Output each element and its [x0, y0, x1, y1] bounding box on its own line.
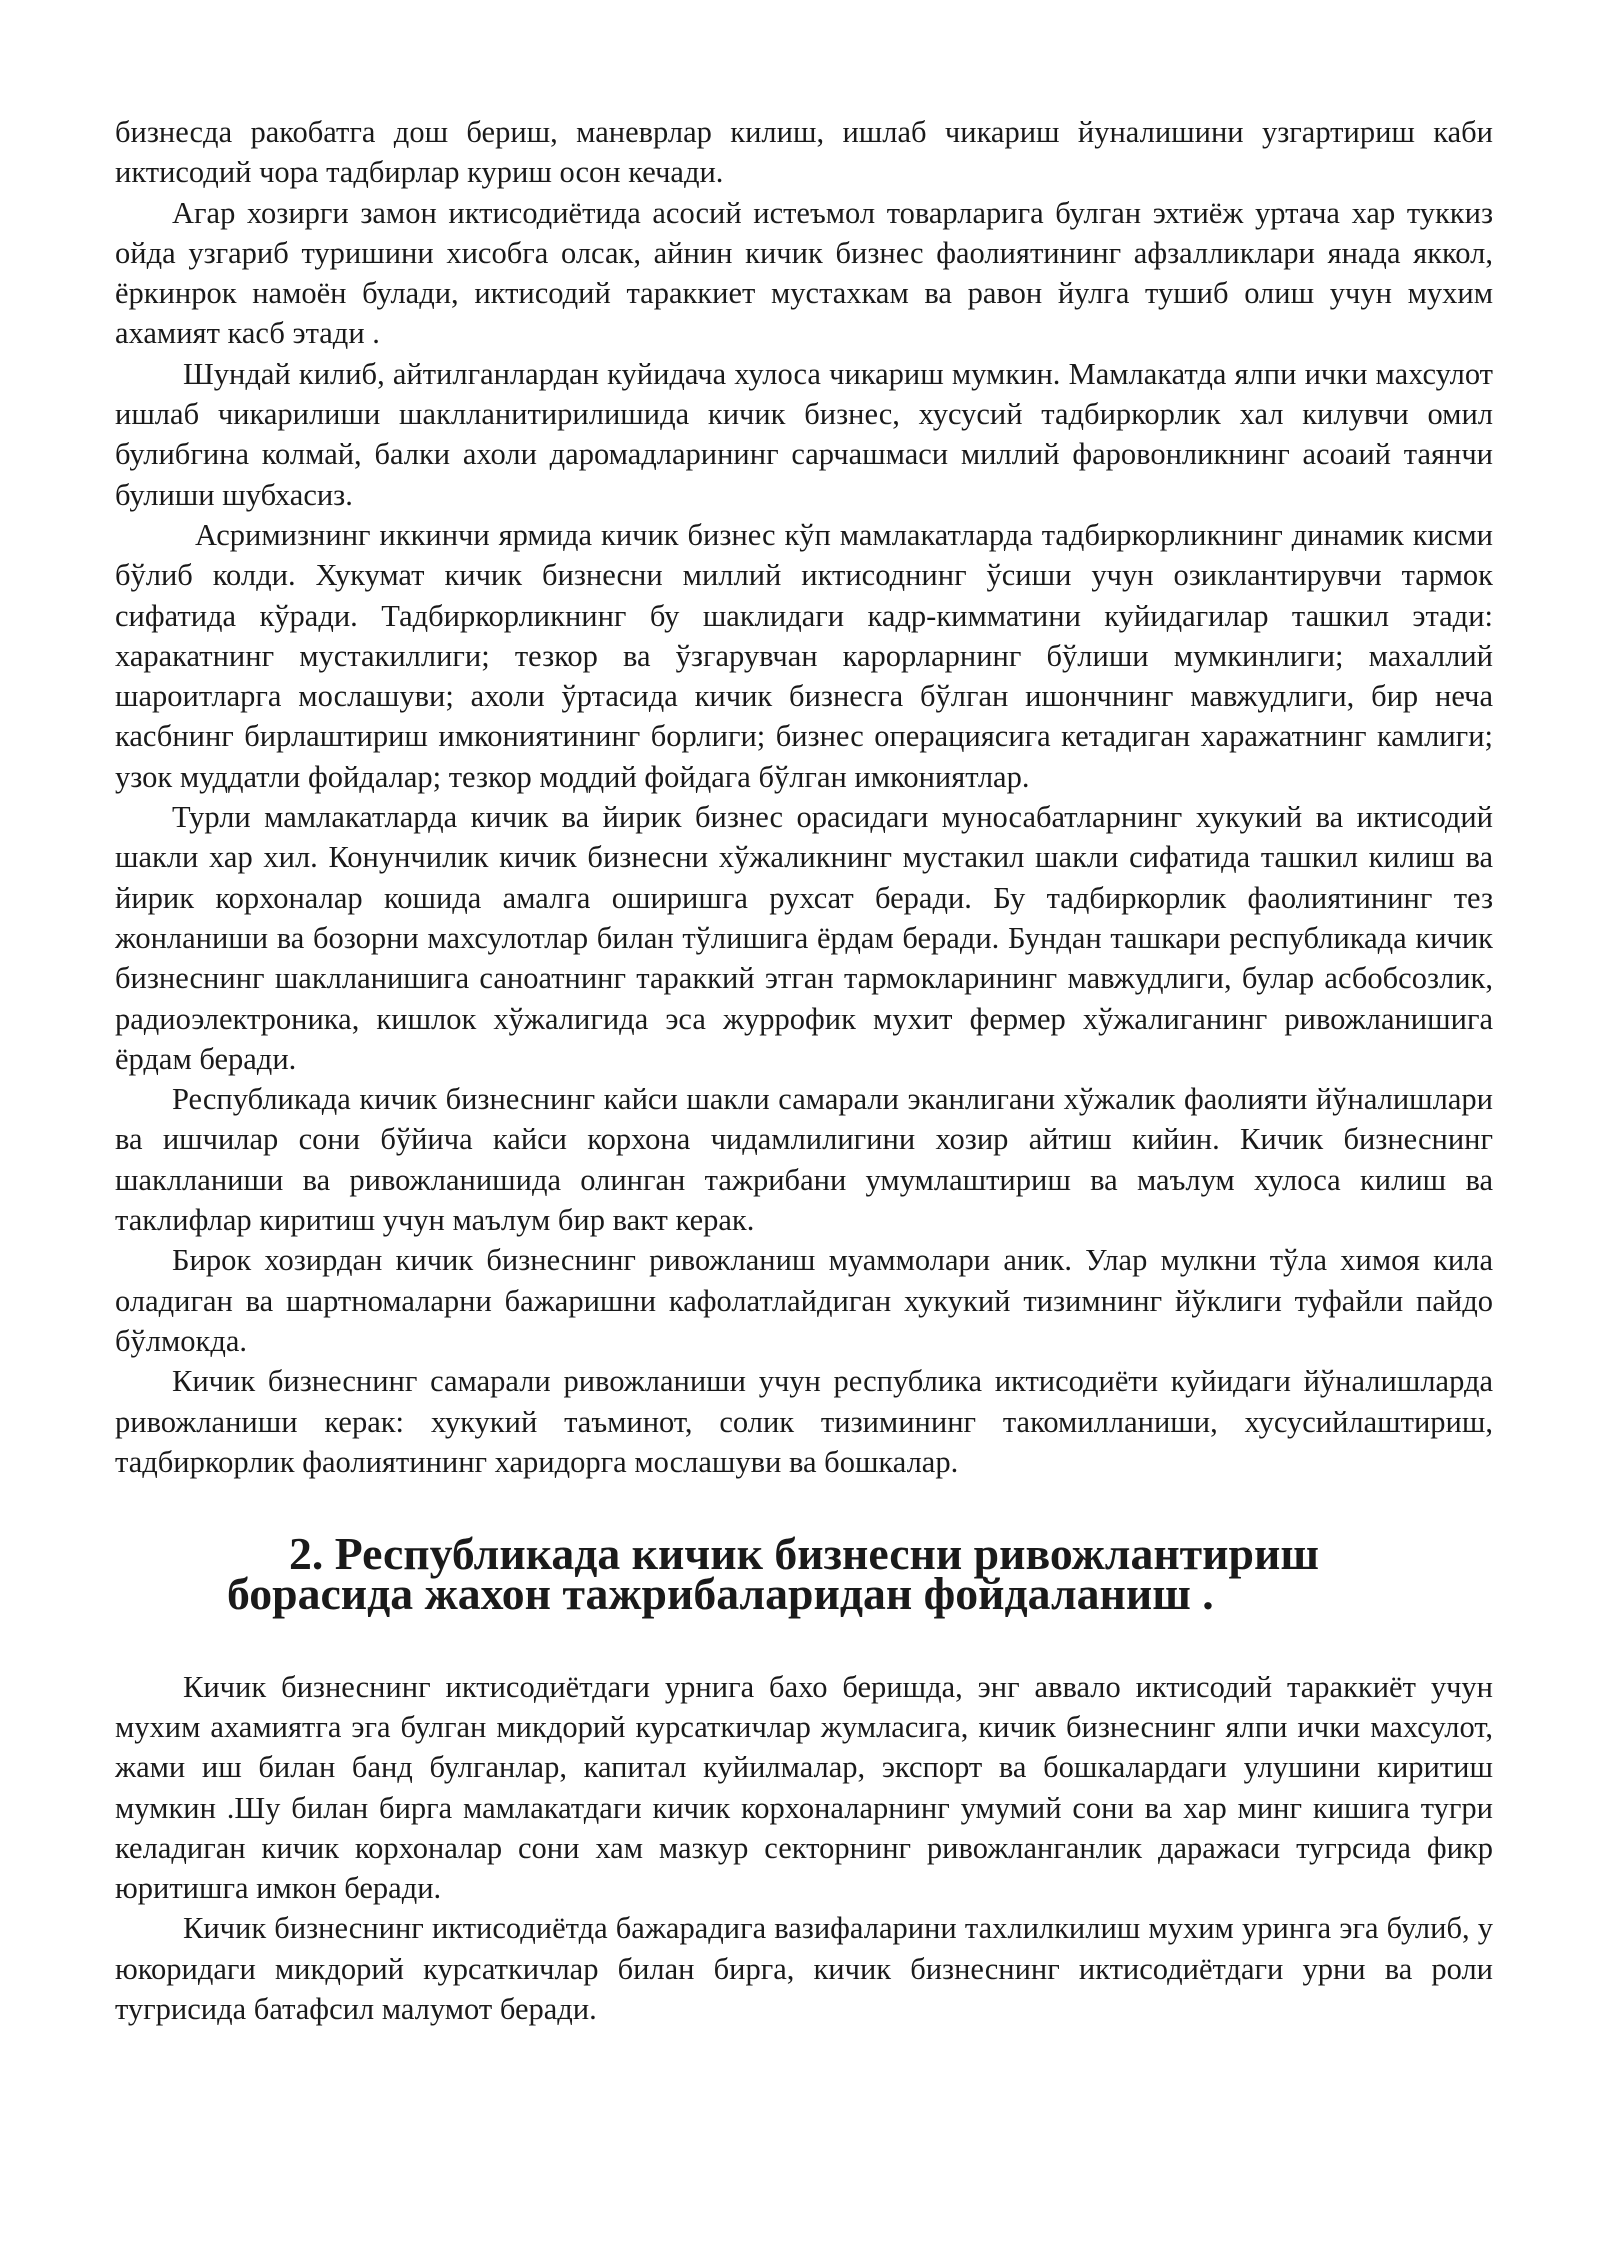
- paragraph-9: Кичик бизнеснинг иктисодиётдаги урнига бахо беришда, энг аввало иктисодий тараккиёт учун мухим ахамиятга эга булган микдорий курсаткичлар жумласига, кичик бизнеснинг ялпи ички махсулот, жами иш билан банд булганлар, капитал куйилмалар, экспорт ва бошкалардаги улушини киритиш мумкин .Шу билан бирга мамлакатдаги кичик корхоналарнинг умумий сони ва хар минг кишига тугри келадиган кичик корхоналар сони хам мазкур секторнинг ривожланганлик даражаси тугрсида фикр юритишга имкон беради.: [115, 1669, 1493, 1906]
- section-heading: 2. Республикада кичик бизнесни ривожлантириш борасида жахон тажрибаларидан фойдаланиш .: [227, 1528, 1319, 1620]
- paragraph-3: Шундай килиб, айтилганлардан куйидача хулоса чикариш мумкин. Мамлакатда ялпи ички махсулот ишлаб чикарилиши шаклланитирилишида кичик бизнес, хусусий тадбиркорлик хал килувчи омил булибгина колмай, балки ахоли даромадларининг сарчашмаси миллий фаровонликнинг асоаий таянчи булиши шубхасиз.: [115, 356, 1493, 512]
- paragraph-2: Агар хозирги замон иктисодиётида асосий истеъмол товарларига булган эхтиёж уртача хар туккиз ойда узгариб туришини хисобга олсак, айнин кичик бизнес фаолиятининг афзалликлари янада яккол, ёркинрок намоён булади, иктисодий тараккиет мустахкам ва равон йулга тушиб олиш учун мухим ахамият касб этади .: [115, 195, 1493, 351]
- paragraph-7: Бирок хозирдан кичик бизнеснинг ривожланиш муаммолари аник. Улар мулкни тўла химоя кила оладиган ва шартномаларни бажаришни кафолатлайдиган хукукий тизимнинг йўклиги туфайли пайдо бўлмокда.: [115, 1243, 1493, 1358]
- paragraph-1: бизнесда ракобатга дош бериш, маневрлар килиш, ишлаб чикариш йуналишини узгартириш каби иктисодий чора тадбирлар куриш осон кечади.: [115, 115, 1493, 190]
- document-page: [115, 112, 1493, 2029]
- paragraph-4: Асримизнинг иккинчи ярмида кичик бизнес кўп мамлакатларда тадбиркорликнинг динамик кисми бўлиб колди. Хукумат кичик бизнесни миллий иктисоднинг ўсиши учун озиклантирувчи тармок сифатида кўради. Тадбиркорликнинг бу шаклидаги кадр-кимматини куйидагилар ташкил этади: харакатнинг мустакиллиги; тезкор ва ўзгарувчан карорларнинг бўлиши мумкинлиги; махаллий шароитларга мослашуви; ахоли ўртасида кичик бизнесга бўлган ишончнинг мавжудлиги, бир неча касбнинг бирлаштириш имкониятининг борлиги; бизнес операциясига кетадиган харажатнинг камлиги; узок муддатли фойдалар; тезкор моддий фойдага бўлган имкониятлар.: [115, 517, 1493, 794]
- paragraph-6: Республикада кичик бизнеснинг кайси шакли самарали эканлигани хўжалик фаолияти йўналишлари ва ишчилар сони бўйича кайси корхона чидамлилигини хозир айтиш кийин. Кичик бизнеснинг шаклланиши ва ривожланишида олинган тажрибани умумлаштириш ва маълум хулоса килиш ва таклифлар киритиш учун маълум бир вакт керак.: [115, 1082, 1493, 1238]
- paragraph-5: Турли мамлакатларда кичик ва йирик бизнес орасидаги муносабатларнинг хукукий ва иктисодий шакли хар хил. Конунчилик кичик бизнесни хўжаликнинг мустакил шакли сифатида ташкил килиш ва йирик корхоналар кошида амалга оширишга рухсат беради. Бу тадбиркорлик фаолиятининг тез жонланиши ва бозорни махсулотлар билан тўлишига ёрдам беради. Бундан ташкари республикада кичик бизнеснинг шаклланишига саноатнинг тараккий этган тармокларининг мавжудлиги, булар асбобсозлик, радиоэлектроника, кишлок хўжалигида эса журрофик мухит фермер хўжалиганинг ривожланишига ёрдам беради.: [115, 800, 1493, 1076]
- paragraph-10: Кичик бизнеснинг иктисодиётда бажарадига вазифаларини тахлилкилиш мухим уринга эга булиб, у юкоридаги микдорий курсаткичлар билан бирга, кичик бизнеснинг иктисодиётдаги урни ва роли тугрисида батафсил малумот беради.: [115, 1911, 1493, 2027]
- paragraph-8: Кичик бизнеснинг самарали ривожланиши учун республика иктисодиёти куйидаги йўналишларда ривожланиши керак: хукукий таъминот, солик тизимининг такомилланиши, хусусийлаштириш, тадбиркорлик фаолиятининг харидорга мослашуви ва бошкалар.: [115, 1364, 1493, 1479]
